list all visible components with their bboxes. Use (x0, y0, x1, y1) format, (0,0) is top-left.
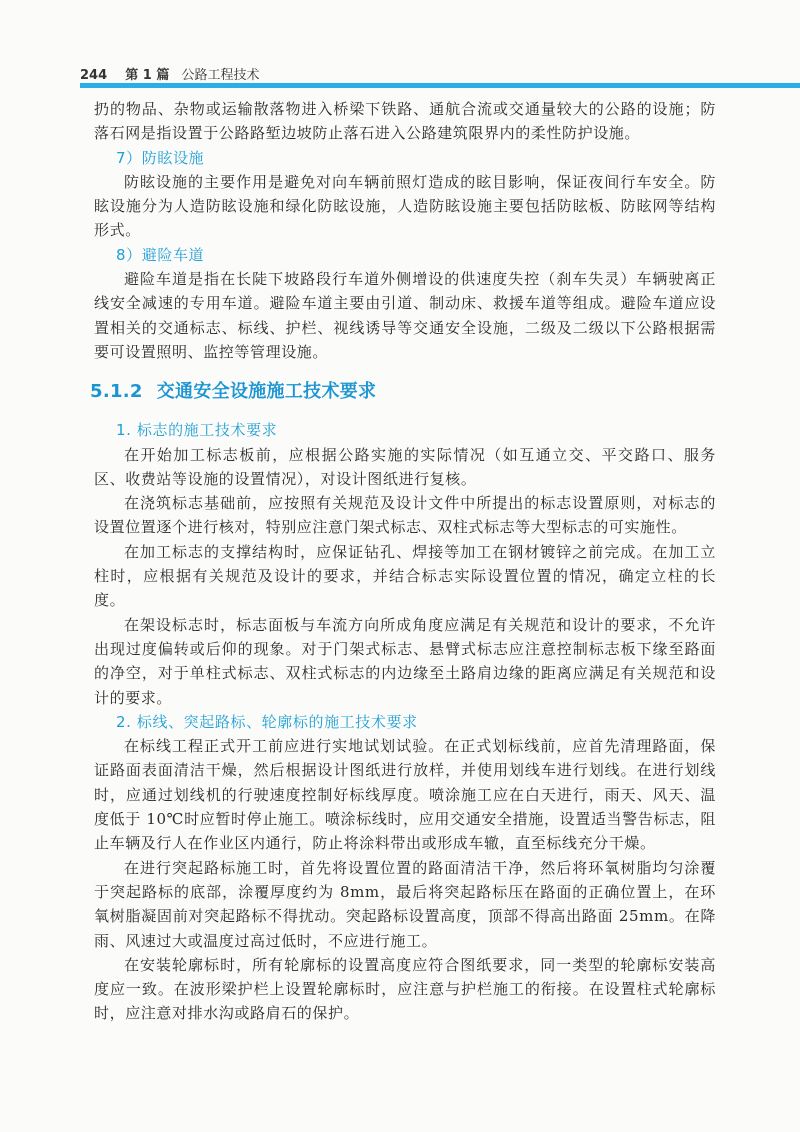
paragraph: 在加工标志的支撑结构时，应保证钻孔、焊接等加工在钢材镀锌之前完成。在加工立柱时，应根据有关规范及设计的要求，并结合标志实际设置位置的情况，确定立柱的长度。 (94, 542, 716, 610)
running-head (80, 64, 710, 83)
paragraph: 在安装轮廓标时，所有轮廓标的设置高度应符合图纸要求，同一类型的轮廓标安装高度应一致。在波形梁护栏上设置轮廓标时，应注意与护栏施工的衔接。在设置柱式轮廓标时，应注意对排水沟或路肩石的保护。 (94, 955, 716, 1023)
paragraph: 在架设标志时，标志面板与车流方向所成角度应满足有关规范和设计的要求，不允许出现过度偏转或后仰的现象。对于门架式标志、悬臂式标志应注意控制标志板下缘至路面的净空，对于单柱式标志、双柱式标志的内边缘至土路肩边缘的距离应满足有关规范和设计的要求。 (94, 615, 716, 707)
paragraph: 避险车道是指在长陡下坡路段行车道外侧增设的供速度失控（刹车失灵）车辆驶离正线安全减速的专用车道。避险车道主要由引道、制动床、救援车道等组成。避险车道应设置相关的交通标志、标线、护栏、视线诱导等交通安全设施，二级及二级以下公路根据需要可设置照明、监控等管理设施。 (94, 270, 716, 361)
subheading-escape-lane: 8）避险车道 (116, 245, 205, 264)
part-label: 第 1 篇 (125, 68, 170, 83)
paragraph: 在进行突起路标施工时，首先将设置位置的路面清洁干净，然后将环氧树脂均匀涂覆于突起路标的底部，涂覆厚度约为 8mm，最后将突起路标压在路面的正确位置上，在环氧树脂凝固前对突起路标不得扰动。突起路标设置高度，顶部不得高出路面 25mm。在降雨、风速过大或温度过高过低时，不应进行施工。 (94, 858, 716, 950)
paragraph-continued: 扔的物品、杂物或运输散落物进入桥梁下铁路、通航合流或交通量较大的公路的设施；防落石网是指设置于公路路堑边坡防止落石进入公路建筑限界内的柔性防护设施。 (94, 100, 716, 143)
paragraph: 在标线工程正式开工前应进行实地试划试验。在正式划标线前，应首先清理路面，保证路面表面清洁干燥，然后根据设计图纸进行放样，并使用划线车进行划线。在进行划线时，应通过划线机的行驶速度控制好标线厚度。喷涂施工应在白天进行，雨天、风天、温度低于 10℃时应暂时停止施工。喷涂标线时，应用交通安全措施，设置适当警告标志，阻止车辆及行人在作业区内通行，防止将涂料带出或形成车辙，直至标线充分干燥。 (94, 737, 716, 853)
subheading-markings: 2. 标线、突起路标、轮廓标的施工技术要求 (116, 712, 418, 731)
header-rule (80, 83, 800, 88)
subheading-signs: 1. 标志的施工技术要求 (116, 421, 278, 440)
section-heading (90, 364, 716, 418)
paragraph: 在浇筑标志基础前，应按照有关规范及设计文件中所提出的标志设置原则，对标志的设置位置逐个进行核对，特别应注意门架式标志、双柱式标志等大型标志的可实施性。 (94, 494, 716, 537)
paragraph: 在开始加工标志板前，应根据公路实施的实际情况（如互通立交、平交路口、服务区、收费站等设施的设置情况），对设计图纸进行复核。 (94, 445, 716, 488)
section-number: 5.1.2 (90, 381, 143, 403)
page-number: 244 (80, 68, 108, 83)
paragraph: 防眩设施的主要作用是避免对向车辆前照灯造成的眩目影响，保证夜间行车安全。防眩设施分为人造防眩设施和绿化防眩设施，人造防眩设施主要包括防眩板、防眩网等结构形式。 (94, 172, 716, 240)
part-title: 公路工程技术 (181, 68, 260, 83)
subheading-anti-glare: 7）防眩设施 (116, 148, 205, 167)
section-title: 交通安全设施施工技术要求 (156, 381, 377, 403)
page-body (90, 97, 716, 1026)
